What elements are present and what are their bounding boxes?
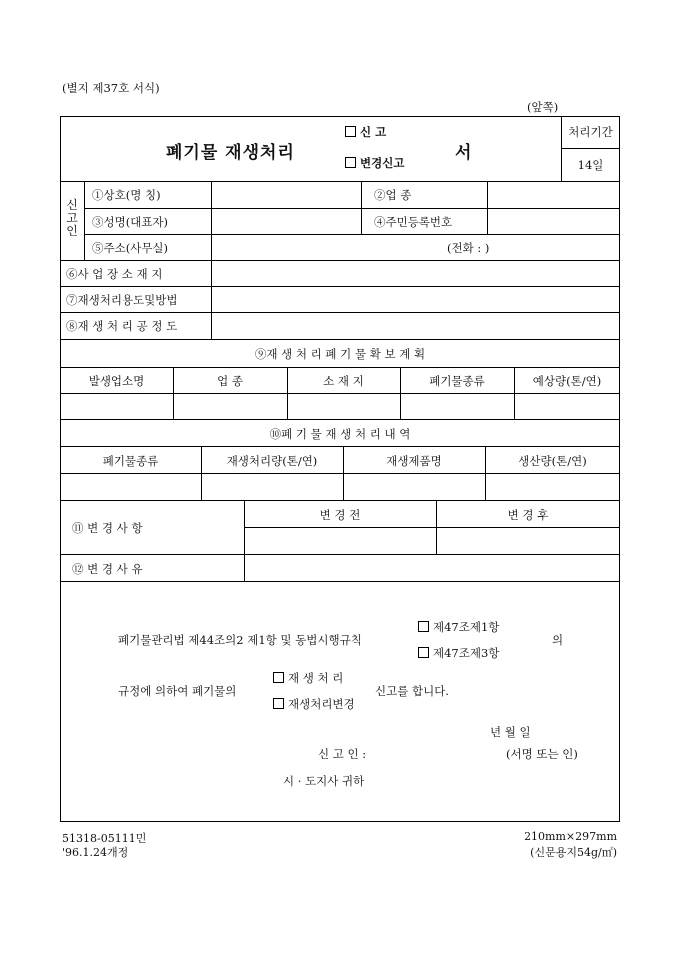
change-items-label: ⑪ 변 경 사 항 [72,521,143,535]
option-article-47-3[interactable]: 제47조제3항 [418,645,499,661]
recycling-change-checkbox[interactable] [273,698,284,709]
phone-label: (전화 : ) [447,241,490,255]
article-47-1-checkbox[interactable] [418,621,429,632]
plan-header-source: 발생업소명 [88,374,145,388]
page-side-label: (앞쪽) [527,100,559,114]
signature-label: (서명 또는 인) [506,747,578,761]
processing-period-label: 처리기간 [568,125,613,139]
footer-revision: '96.1.24개정 [62,846,129,859]
processing-period-value: 14일 [577,158,604,172]
footer-paper-type: (신문용지54g/㎡) [530,846,617,859]
usage-method-field[interactable] [212,287,619,311]
applicant-label-2: 고 [66,211,78,225]
option-article-47-1[interactable]: 제47조제1항 [418,619,499,635]
history-header-production-amount: 생산량(톤/연) [518,454,587,468]
change-reason-label: ⑫ 변 경 사 유 [72,562,143,576]
change-before-label: 변 경 전 [319,508,361,522]
plan-header-waste-type: 폐기물종류 [429,374,485,388]
change-report-checkbox[interactable] [345,157,356,168]
plan-header-location: 소 재 지 [323,374,364,388]
history-header-recycled-amount: 재생처리량(톤/연) [226,454,318,468]
declaration-regulation-text: 규정에 의하여 폐기물의 [118,684,237,698]
process-chart-label: ⑧재 생 처 리 공 정 도 [66,319,178,333]
representative-field[interactable] [212,209,360,233]
plan-header-industry: 업 종 [217,374,243,388]
change-after-label: 변 경 후 [507,508,549,522]
recipient-label: 시 · 도지사 귀하 [283,774,365,788]
report-checkbox[interactable] [345,126,356,137]
article-47-3-checkbox[interactable] [418,647,429,658]
plan-header-expected-amount: 예상량(톤/연) [532,374,602,388]
declaration-date[interactable]: 년 월 일 [490,725,531,739]
process-chart-field[interactable] [212,313,619,338]
business-name-label: ①상호(명 칭) [92,188,161,202]
resident-id-label: ④주민등록번호 [374,215,453,229]
history-header-waste-type: 폐기물종류 [102,454,159,468]
recycling-checkbox[interactable] [273,672,284,683]
form-title-suffix: 서 [455,143,473,163]
declaration-line1-end: 의 [552,633,564,647]
address-field[interactable] [212,235,442,259]
address-label: ⑤주소(사무실) [92,241,169,255]
option-recycling[interactable]: 재 생 처 리 [273,670,343,686]
declaration-law-text: 폐기물관리법 제44조의2 제1항 및 동법시행규칙 [118,633,362,647]
footer-code: 51318-05111민 [62,832,147,845]
form-title: 폐기물 재생처리 [166,143,295,163]
option-change-report[interactable]: 변경신고 [345,155,404,171]
footer-paper-size: 210mm×297mm [524,830,617,843]
industry-label: ②업 종 [374,188,412,202]
applicant-label-3: 인 [66,224,78,238]
site-location-label: ⑥사 업 장 소 재 지 [66,267,163,281]
form-number: (별지 제37호 서식) [62,81,160,95]
option-recycling-change[interactable]: 재생처리변경 [273,696,355,712]
declarant-label: 신 고 인 : [318,747,367,761]
industry-field[interactable] [488,182,619,207]
option-report[interactable]: 신 고 [345,124,386,140]
declaration-line2-end: 신고를 합니다. [375,684,449,698]
resident-id-field[interactable] [488,209,619,233]
usage-method-label: ⑦재생처리용도및방법 [66,293,178,307]
history-header-product-name: 재생제품명 [386,454,442,468]
history-section-title: ⑩폐 기 물 재 생 처 리 내 역 [269,427,411,441]
plan-section-title: ⑨재 생 처 리 폐 기 물 확 보 계 획 [254,347,426,361]
applicant-label-1: 신 [66,198,78,212]
business-name-field[interactable] [212,182,360,207]
site-location-field[interactable] [212,261,619,285]
representative-label: ③성명(대표자) [92,215,169,229]
